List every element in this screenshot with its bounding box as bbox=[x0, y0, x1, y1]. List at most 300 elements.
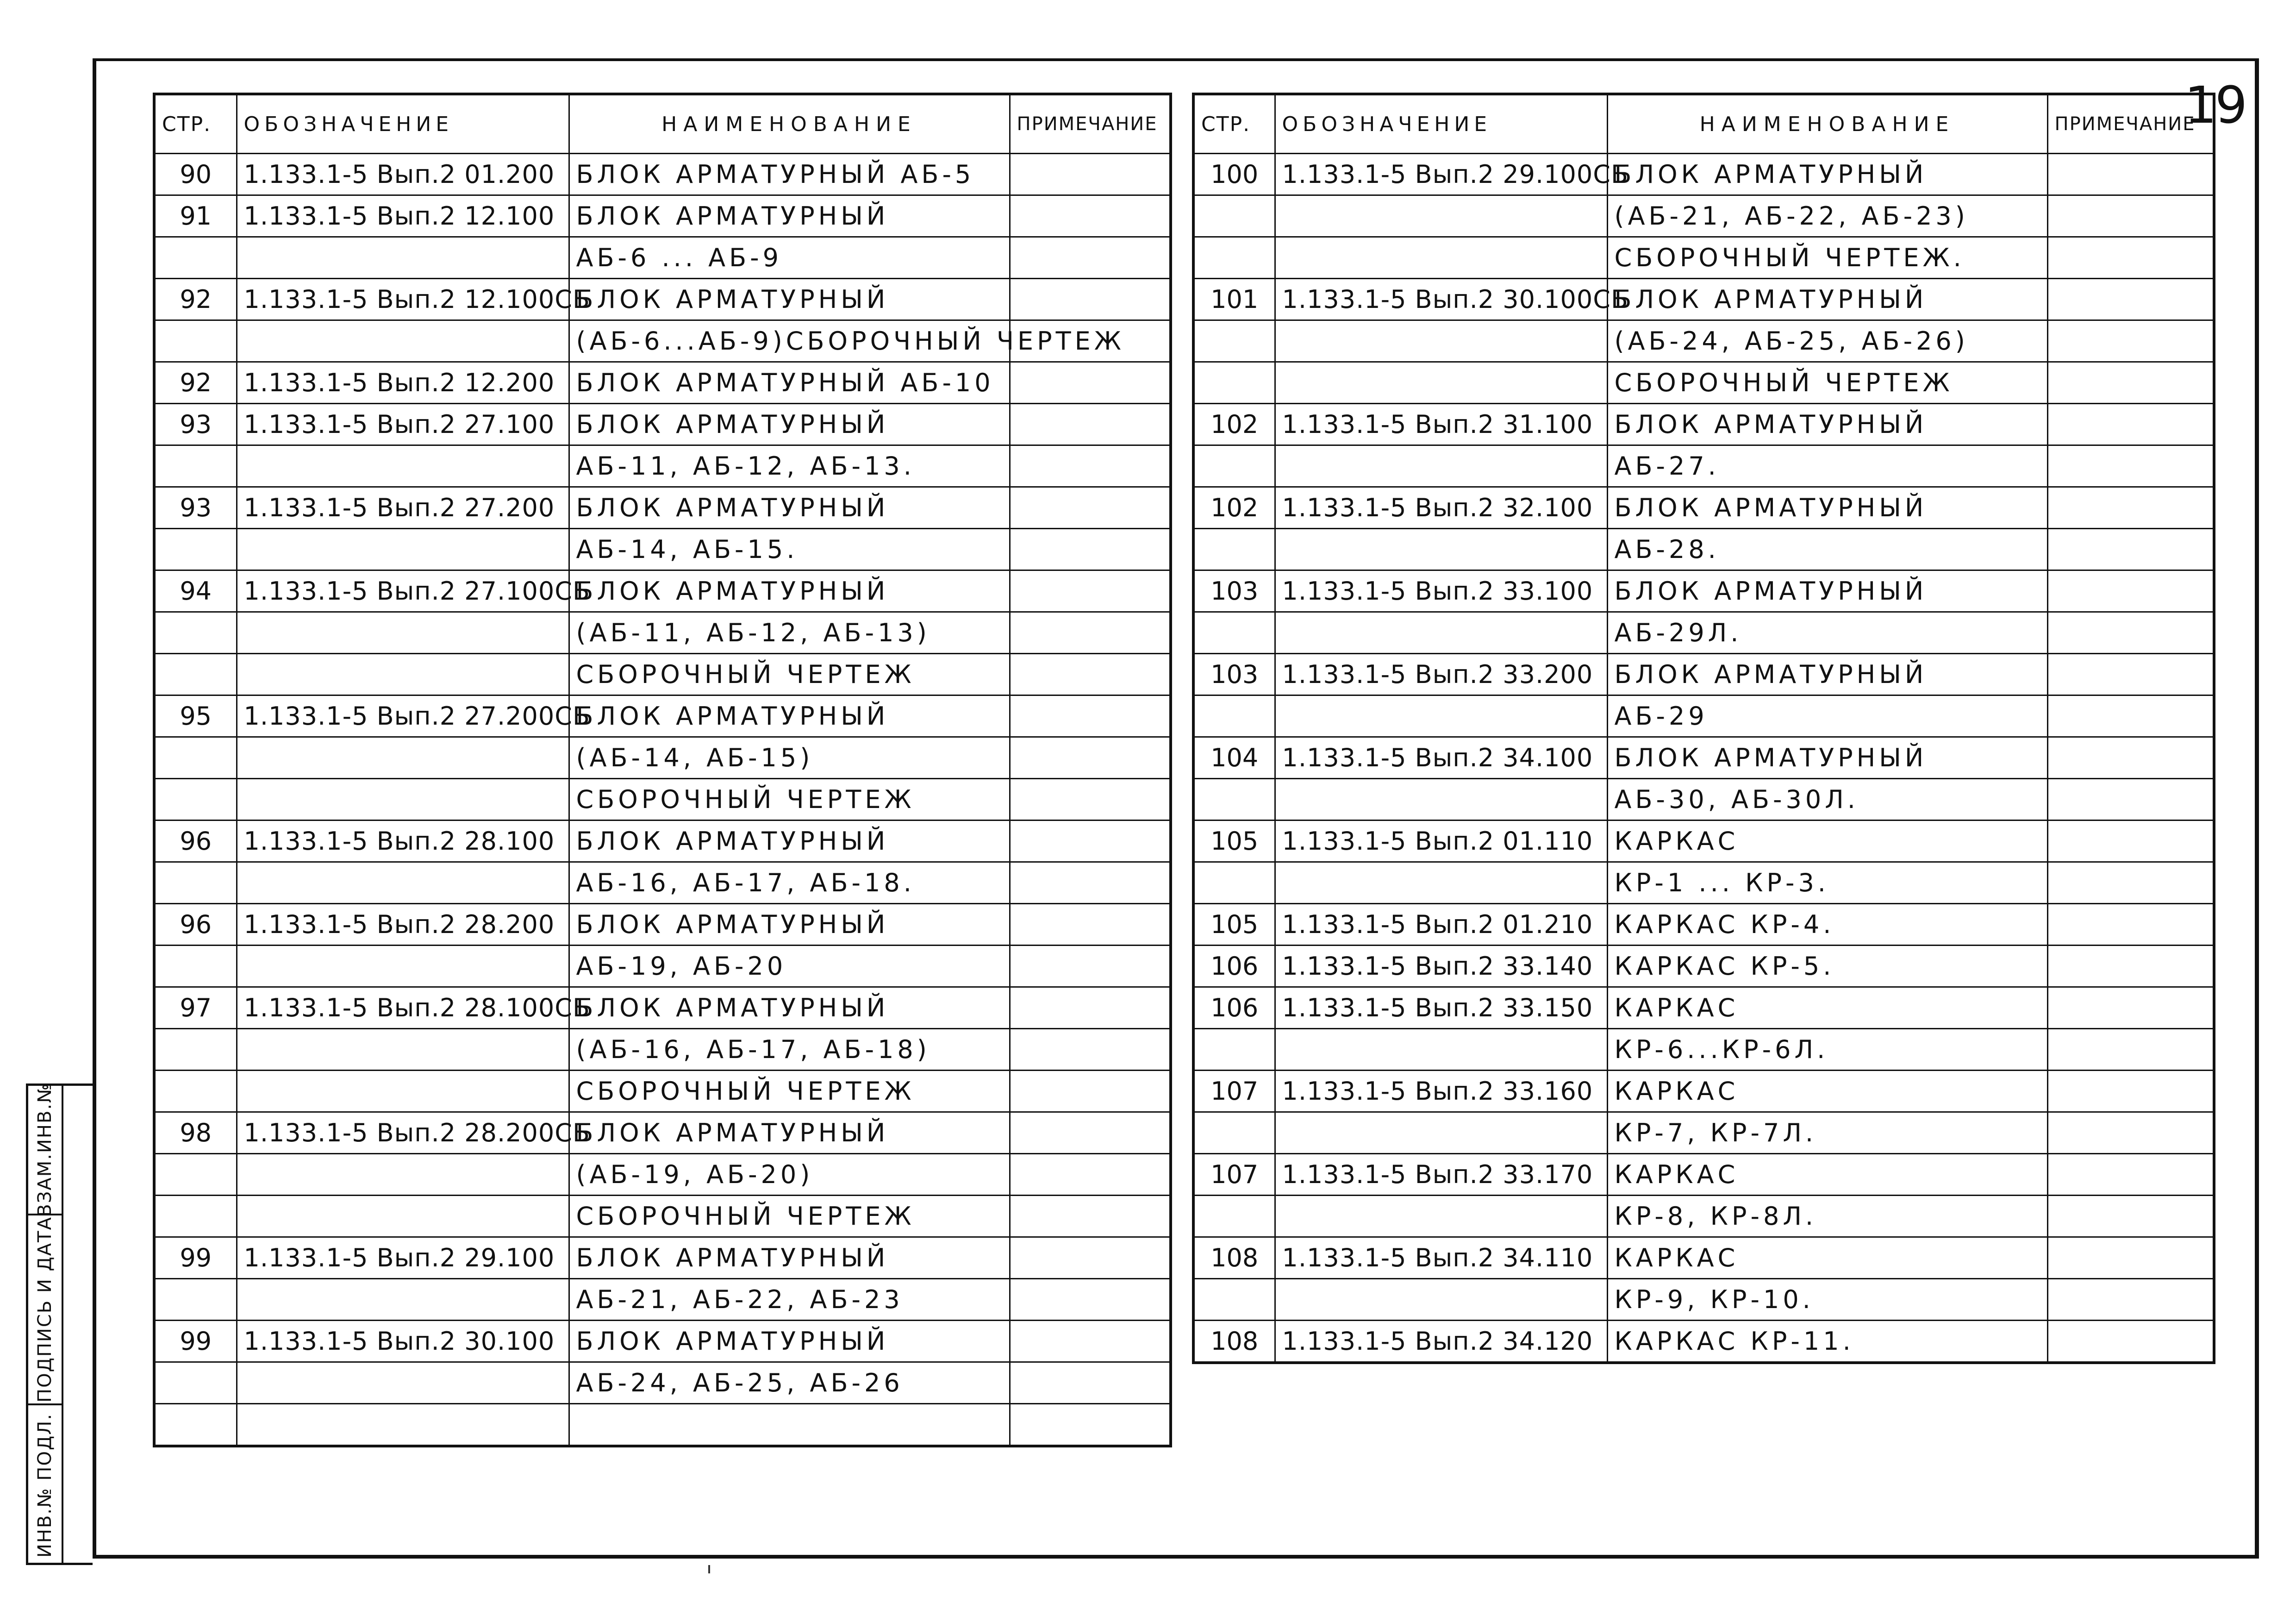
cell-note bbox=[1010, 445, 1171, 487]
cell-code: 1.133.1-5 Вып.2 32.100 bbox=[1275, 487, 1607, 529]
table-row bbox=[154, 195, 1171, 237]
cell-page: 102 bbox=[1193, 487, 1275, 529]
cell-page: 103 bbox=[1193, 654, 1275, 695]
cell-name: БЛОК АРМАТУРНЫЙ bbox=[569, 1321, 1010, 1362]
cell-page bbox=[154, 445, 237, 487]
cell-code: 1.133.1-5 Вып.2 12.200 bbox=[237, 362, 569, 404]
cell-page bbox=[154, 1279, 237, 1321]
cell-name: СБОРОЧНЫЙ ЧЕРТЕЖ bbox=[569, 654, 1010, 695]
cell-note bbox=[2047, 154, 2214, 195]
table-row bbox=[1193, 654, 2214, 695]
cell-note bbox=[2047, 946, 2214, 987]
cell-page: 102 bbox=[1193, 404, 1275, 445]
cell-page bbox=[1193, 445, 1275, 487]
cell-code bbox=[1275, 612, 1607, 654]
table-row bbox=[154, 487, 1171, 529]
cell-note bbox=[2047, 362, 2214, 404]
cell-page bbox=[154, 654, 237, 695]
cell-note bbox=[2047, 695, 2214, 737]
cell-note bbox=[1010, 487, 1171, 529]
cell-code: 1.133.1-5 Вып.2 30.100СБ bbox=[1275, 279, 1607, 320]
cell-code: 1.133.1-5 Вып.2 27.200 bbox=[237, 487, 569, 529]
cell-note bbox=[1010, 237, 1171, 279]
cell-note bbox=[1010, 1321, 1171, 1362]
table-row bbox=[154, 737, 1171, 779]
table-row bbox=[154, 362, 1171, 404]
header-row bbox=[154, 94, 1171, 154]
cell-name: КР-9, КР-10. bbox=[1607, 1279, 2047, 1321]
cell-code bbox=[1275, 320, 1607, 362]
cell-name: БЛОК АРМАТУРНЫЙ bbox=[569, 195, 1010, 237]
cell-name: СБОРОЧНЫЙ ЧЕРТЕЖ. bbox=[1607, 237, 2047, 279]
cell-note bbox=[1010, 154, 1171, 195]
cell-code: 1.133.1-5 Вып.2 28.100 bbox=[237, 820, 569, 862]
cell-code: 1.133.1-5 Вып.2 27.100 bbox=[237, 404, 569, 445]
table-row bbox=[1193, 612, 2214, 654]
cell-page bbox=[154, 1404, 237, 1447]
cell-code: 1.133.1-5 Вып.2 33.170 bbox=[1275, 1154, 1607, 1196]
table-row bbox=[1193, 737, 2214, 779]
cell-page bbox=[154, 237, 237, 279]
table-row bbox=[1193, 195, 2214, 237]
cell-page bbox=[154, 1362, 237, 1404]
table-row bbox=[1193, 904, 2214, 946]
table-row bbox=[154, 1362, 1171, 1404]
cell-name: КАРКАС bbox=[1607, 1071, 2047, 1112]
cell-name: КР-7, КР-7Л. bbox=[1607, 1112, 2047, 1154]
cell-page bbox=[1193, 1112, 1275, 1154]
cell-page: 90 bbox=[154, 154, 237, 195]
table-row bbox=[154, 904, 1171, 946]
cell-name: АБ-21, АБ-22, АБ-23 bbox=[569, 1279, 1010, 1321]
table-row bbox=[1193, 1237, 2214, 1279]
cell-name: (АБ-11, АБ-12, АБ-13) bbox=[569, 612, 1010, 654]
cell-page bbox=[154, 1154, 237, 1196]
cell-note bbox=[2047, 1321, 2214, 1363]
cell-note bbox=[2047, 779, 2214, 820]
cell-page bbox=[154, 1029, 237, 1071]
cell-code bbox=[237, 1362, 569, 1404]
cell-code bbox=[237, 1196, 569, 1237]
cell-page: 108 bbox=[1193, 1237, 1275, 1279]
cell-code: 1.133.1-5 Вып.2 27.200СБ bbox=[237, 695, 569, 737]
table-row bbox=[1193, 946, 2214, 987]
cell-note bbox=[2047, 1154, 2214, 1196]
cell-code bbox=[237, 237, 569, 279]
cell-name: КАРКАС КР-5. bbox=[1607, 946, 2047, 987]
cell-page: 107 bbox=[1193, 1154, 1275, 1196]
cell-name: АБ-19, АБ-20 bbox=[569, 946, 1010, 987]
cell-name: БЛОК АРМАТУРНЫЙ bbox=[569, 820, 1010, 862]
cell-code: 1.133.1-5 Вып.2 01.210 bbox=[1275, 904, 1607, 946]
cell-name bbox=[569, 1404, 1010, 1447]
cell-page: 103 bbox=[1193, 570, 1275, 612]
table-row bbox=[154, 237, 1171, 279]
cell-note bbox=[2047, 404, 2214, 445]
cell-page: 92 bbox=[154, 362, 237, 404]
table-row bbox=[154, 654, 1171, 695]
cell-name: КАРКАС КР-4. bbox=[1607, 904, 2047, 946]
table-body-left bbox=[154, 154, 1171, 1447]
cell-name: (АБ-21, АБ-22, АБ-23) bbox=[1607, 195, 2047, 237]
cell-name: (АБ-14, АБ-15) bbox=[569, 737, 1010, 779]
cell-note bbox=[1010, 612, 1171, 654]
cell-page: 100 bbox=[1193, 154, 1275, 195]
header-code: ОБОЗНАЧЕНИЕ bbox=[237, 94, 569, 154]
cell-note bbox=[1010, 1112, 1171, 1154]
cell-code: 1.133.1-5 Вып.2 34.100 bbox=[1275, 737, 1607, 779]
cell-page: 93 bbox=[154, 404, 237, 445]
table-row bbox=[1193, 695, 2214, 737]
cell-name: (АБ-24, АБ-25, АБ-26) bbox=[1607, 320, 2047, 362]
cell-page: 97 bbox=[154, 987, 237, 1029]
cell-page: 105 bbox=[1193, 820, 1275, 862]
cell-name: БЛОК АРМАТУРНЫЙ bbox=[1607, 487, 2047, 529]
cell-name: БЛОК АРМАТУРНЫЙ bbox=[1607, 279, 2047, 320]
cell-code bbox=[1275, 695, 1607, 737]
cell-note bbox=[1010, 779, 1171, 820]
cell-name: КАРКАС bbox=[1607, 820, 2047, 862]
cell-name: БЛОК АРМАТУРНЫЙ bbox=[569, 487, 1010, 529]
header-page: СТР. bbox=[154, 94, 237, 154]
cell-page: 92 bbox=[154, 279, 237, 320]
table-row bbox=[1193, 987, 2214, 1029]
cell-code bbox=[1275, 195, 1607, 237]
cell-name: БЛОК АРМАТУРНЫЙ bbox=[1607, 570, 2047, 612]
cell-code: 1.133.1-5 Вып.2 33.140 bbox=[1275, 946, 1607, 987]
cell-page bbox=[1193, 362, 1275, 404]
cell-name: АБ-30, АБ-30Л. bbox=[1607, 779, 2047, 820]
cell-name: СБОРОЧНЫЙ ЧЕРТЕЖ bbox=[569, 1071, 1010, 1112]
cell-code: 1.133.1-5 Вып.2 33.160 bbox=[1275, 1071, 1607, 1112]
table-row bbox=[1193, 529, 2214, 570]
cell-note bbox=[2047, 1279, 2214, 1321]
cell-page bbox=[1193, 237, 1275, 279]
cell-page bbox=[1193, 529, 1275, 570]
cell-name: БЛОК АРМАТУРНЫЙ АБ-10 bbox=[569, 362, 1010, 404]
cell-note bbox=[2047, 1237, 2214, 1279]
cell-note bbox=[2047, 570, 2214, 612]
cell-name: КР-8, КР-8Л. bbox=[1607, 1196, 2047, 1237]
table-row bbox=[154, 570, 1171, 612]
cell-page bbox=[1193, 695, 1275, 737]
cell-name: АБ-6 ... АБ-9 bbox=[569, 237, 1010, 279]
cell-note bbox=[2047, 737, 2214, 779]
cell-page bbox=[154, 529, 237, 570]
stamp-label-podpis-data: ПОДПИСЬ И ДАТА bbox=[34, 1216, 56, 1403]
cell-name: КАРКАС bbox=[1607, 987, 2047, 1029]
cell-name: КАРКАС bbox=[1607, 1237, 2047, 1279]
table-row bbox=[154, 529, 1171, 570]
table-row bbox=[154, 404, 1171, 445]
cell-page: 95 bbox=[154, 695, 237, 737]
header-name: НАИМЕНОВАНИЕ bbox=[1607, 94, 2047, 154]
cell-page: 105 bbox=[1193, 904, 1275, 946]
table-row bbox=[154, 320, 1171, 362]
cell-code: 1.133.1-5 Вып.2 28.200СБ bbox=[237, 1112, 569, 1154]
cell-name: (АБ-19, АБ-20) bbox=[569, 1154, 1010, 1196]
cell-name: БЛОК АРМАТУРНЫЙ bbox=[569, 1112, 1010, 1154]
side-stamp bbox=[26, 1083, 93, 1565]
specification-table-left bbox=[153, 93, 1172, 1447]
table-body-right bbox=[1193, 154, 2214, 1363]
cell-note bbox=[2047, 987, 2214, 1029]
cell-note bbox=[1010, 1404, 1171, 1447]
cell-code bbox=[1275, 529, 1607, 570]
cell-code bbox=[237, 1071, 569, 1112]
cell-page bbox=[154, 320, 237, 362]
cell-note bbox=[1010, 529, 1171, 570]
cell-page: 106 bbox=[1193, 987, 1275, 1029]
cell-code bbox=[1275, 1029, 1607, 1071]
cell-name: БЛОК АРМАТУРНЫЙ АБ-5 bbox=[569, 154, 1010, 195]
cell-note bbox=[2047, 1029, 2214, 1071]
cell-name: СБОРОЧНЫЙ ЧЕРТЕЖ bbox=[569, 1196, 1010, 1237]
cell-note bbox=[1010, 820, 1171, 862]
cell-note bbox=[2047, 612, 2214, 654]
table-row bbox=[154, 987, 1171, 1029]
cell-name: АБ-14, АБ-15. bbox=[569, 529, 1010, 570]
table-row bbox=[1193, 1321, 2214, 1363]
cell-note bbox=[2047, 1071, 2214, 1112]
cell-code bbox=[1275, 362, 1607, 404]
cell-name: (АБ-16, АБ-17, АБ-18) bbox=[569, 1029, 1010, 1071]
cell-code bbox=[237, 529, 569, 570]
cell-note bbox=[1010, 1071, 1171, 1112]
sheet-corner-mark: 19 bbox=[2184, 75, 2246, 135]
cell-name: АБ-29Л. bbox=[1607, 612, 2047, 654]
cell-page bbox=[154, 946, 237, 987]
stamp-label-vzam-inv: ВЗАМ.ИНВ.№ bbox=[34, 1083, 56, 1217]
header-name: НАИМЕНОВАНИЕ bbox=[569, 94, 1010, 154]
cell-page bbox=[1193, 1029, 1275, 1071]
cell-code bbox=[237, 320, 569, 362]
cell-note bbox=[2047, 1196, 2214, 1237]
table-row bbox=[154, 946, 1171, 987]
cell-note bbox=[2047, 487, 2214, 529]
cell-note bbox=[2047, 320, 2214, 362]
cell-page: 94 bbox=[154, 570, 237, 612]
cell-code bbox=[237, 1404, 569, 1447]
cell-note bbox=[1010, 1196, 1171, 1237]
cell-name: АБ-16, АБ-17, АБ-18. bbox=[569, 862, 1010, 904]
cell-code bbox=[1275, 445, 1607, 487]
cell-code bbox=[237, 779, 569, 820]
cell-name: КАРКАС КР-11. bbox=[1607, 1321, 2047, 1363]
table-row bbox=[154, 154, 1171, 195]
cell-code: 1.133.1-5 Вып.2 28.100СБ bbox=[237, 987, 569, 1029]
table-row bbox=[154, 1071, 1171, 1112]
table-row bbox=[154, 445, 1171, 487]
cell-page bbox=[1193, 1196, 1275, 1237]
cell-page bbox=[154, 737, 237, 779]
cell-code bbox=[237, 1029, 569, 1071]
cell-page bbox=[1193, 195, 1275, 237]
cell-note bbox=[1010, 1279, 1171, 1321]
stamp-column bbox=[28, 1083, 63, 1563]
table-row bbox=[1193, 279, 2214, 320]
table-row bbox=[1193, 1196, 2214, 1237]
cell-page bbox=[154, 1071, 237, 1112]
table-row bbox=[154, 279, 1171, 320]
cell-page: 99 bbox=[154, 1237, 237, 1279]
cell-note bbox=[1010, 946, 1171, 987]
cell-code: 1.133.1-5 Вып.2 29.100 bbox=[237, 1237, 569, 1279]
cell-page: 96 bbox=[154, 904, 237, 946]
stamp-cell-podpis-data bbox=[28, 1215, 62, 1405]
table-row bbox=[1193, 320, 2214, 362]
table-row bbox=[1193, 1279, 2214, 1321]
table-row bbox=[154, 1404, 1171, 1447]
cell-name: БЛОК АРМАТУРНЫЙ bbox=[569, 1237, 1010, 1279]
cell-note bbox=[1010, 1237, 1171, 1279]
cell-code: 1.133.1-5 Вып.2 01.200 bbox=[237, 154, 569, 195]
cell-name: СБОРОЧНЫЙ ЧЕРТЕЖ bbox=[1607, 362, 2047, 404]
cell-name: КР-6...КР-6Л. bbox=[1607, 1029, 2047, 1071]
cell-page: 98 bbox=[154, 1112, 237, 1154]
cell-note bbox=[2047, 862, 2214, 904]
cell-page: 96 bbox=[154, 820, 237, 862]
cell-page: 108 bbox=[1193, 1321, 1275, 1363]
table-row bbox=[1193, 445, 2214, 487]
table-row bbox=[154, 862, 1171, 904]
table-row bbox=[1193, 237, 2214, 279]
stamp-cell-vzam-inv bbox=[28, 1083, 62, 1217]
cell-note bbox=[1010, 862, 1171, 904]
cell-page bbox=[1193, 320, 1275, 362]
cell-note bbox=[1010, 570, 1171, 612]
cell-page bbox=[154, 779, 237, 820]
cell-code: 1.133.1-5 Вып.2 30.100 bbox=[237, 1321, 569, 1362]
cell-page: 91 bbox=[154, 195, 237, 237]
cell-code: 1.133.1-5 Вып.2 28.200 bbox=[237, 904, 569, 946]
cell-code bbox=[237, 612, 569, 654]
cell-name: БЛОК АРМАТУРНЫЙ bbox=[569, 904, 1010, 946]
table-row bbox=[1193, 404, 2214, 445]
cell-note bbox=[2047, 529, 2214, 570]
cell-page: 93 bbox=[154, 487, 237, 529]
cell-name: (АБ-6...АБ-9)СБОРОЧНЫЙ ЧЕРТЕЖ bbox=[569, 320, 1010, 362]
cell-name: АБ-29 bbox=[1607, 695, 2047, 737]
cell-name: БЛОК АРМАТУРНЫЙ bbox=[1607, 404, 2047, 445]
table-row bbox=[154, 1112, 1171, 1154]
cell-name: БЛОК АРМАТУРНЫЙ bbox=[1607, 654, 2047, 695]
cell-page bbox=[1193, 862, 1275, 904]
cell-code bbox=[1275, 862, 1607, 904]
cell-page bbox=[154, 612, 237, 654]
table-row bbox=[154, 1029, 1171, 1071]
cell-note bbox=[2047, 195, 2214, 237]
header-code: ОБОЗНАЧЕНИЕ bbox=[1275, 94, 1607, 154]
cell-code: 1.133.1-5 Вып.2 01.110 bbox=[1275, 820, 1607, 862]
table-row bbox=[1193, 1112, 2214, 1154]
cell-page: 107 bbox=[1193, 1071, 1275, 1112]
table-row bbox=[1193, 1071, 2214, 1112]
table-row bbox=[1193, 820, 2214, 862]
cell-page: 106 bbox=[1193, 946, 1275, 987]
cell-name: БЛОК АРМАТУРНЫЙ bbox=[1607, 154, 2047, 195]
cell-note bbox=[1010, 737, 1171, 779]
cell-code bbox=[1275, 779, 1607, 820]
cell-code: 1.133.1-5 Вып.2 12.100СБ bbox=[237, 279, 569, 320]
cell-note bbox=[2047, 654, 2214, 695]
table-row bbox=[154, 779, 1171, 820]
cell-code: 1.133.1-5 Вып.2 29.100СБ bbox=[1275, 154, 1607, 195]
cell-note bbox=[1010, 904, 1171, 946]
table-row bbox=[154, 695, 1171, 737]
cell-note bbox=[1010, 1362, 1171, 1404]
table-row bbox=[154, 1196, 1171, 1237]
cell-code bbox=[237, 862, 569, 904]
table-row bbox=[154, 1279, 1171, 1321]
cell-code: 1.133.1-5 Вып.2 27.100СБ bbox=[237, 570, 569, 612]
cell-code: 1.133.1-5 Вып.2 33.200 bbox=[1275, 654, 1607, 695]
cell-code: 1.133.1-5 Вып.2 33.100 bbox=[1275, 570, 1607, 612]
cell-name: КР-1 ... КР-3. bbox=[1607, 862, 2047, 904]
table-row bbox=[1193, 362, 2214, 404]
cell-page: 101 bbox=[1193, 279, 1275, 320]
cell-name: АБ-11, АБ-12, АБ-13. bbox=[569, 445, 1010, 487]
cell-page bbox=[154, 862, 237, 904]
cell-code: 1.133.1-5 Вып.2 12.100 bbox=[237, 195, 569, 237]
cell-page bbox=[1193, 779, 1275, 820]
header-note: ПРИМЕЧАНИЕ bbox=[2047, 94, 2214, 154]
header-row bbox=[1193, 94, 2214, 154]
table-row bbox=[154, 820, 1171, 862]
cell-note bbox=[1010, 195, 1171, 237]
cell-code bbox=[237, 1279, 569, 1321]
table-row bbox=[1193, 570, 2214, 612]
cell-code bbox=[237, 654, 569, 695]
table-row bbox=[1193, 779, 2214, 820]
cell-note bbox=[1010, 654, 1171, 695]
cell-note bbox=[1010, 362, 1171, 404]
cell-note bbox=[1010, 1029, 1171, 1071]
cell-note bbox=[1010, 279, 1171, 320]
cell-name: КАРКАС bbox=[1607, 1154, 2047, 1196]
cell-name: АБ-27. bbox=[1607, 445, 2047, 487]
bottom-tick-mark bbox=[708, 1565, 710, 1573]
cell-page bbox=[1193, 1279, 1275, 1321]
cell-note bbox=[2047, 279, 2214, 320]
specification-table-right bbox=[1192, 93, 2215, 1364]
cell-code bbox=[237, 1154, 569, 1196]
cell-page: 99 bbox=[154, 1321, 237, 1362]
table-row bbox=[1193, 154, 2214, 195]
cell-code bbox=[1275, 237, 1607, 279]
cell-code bbox=[1275, 1196, 1607, 1237]
cell-note bbox=[2047, 1112, 2214, 1154]
table-row bbox=[1193, 862, 2214, 904]
table-row bbox=[154, 612, 1171, 654]
table-row bbox=[1193, 1154, 2214, 1196]
cell-note bbox=[2047, 237, 2214, 279]
cell-code bbox=[237, 946, 569, 987]
cell-name: БЛОК АРМАТУРНЫЙ bbox=[569, 987, 1010, 1029]
cell-code bbox=[237, 737, 569, 779]
table-row bbox=[154, 1237, 1171, 1279]
cell-code bbox=[1275, 1112, 1607, 1154]
cell-page bbox=[154, 1196, 237, 1237]
cell-name: БЛОК АРМАТУРНЫЙ bbox=[569, 404, 1010, 445]
cell-code: 1.133.1-5 Вып.2 34.120 bbox=[1275, 1321, 1607, 1363]
stamp-label-inv-podl: ИНВ.№ ПОДЛ. bbox=[34, 1413, 56, 1558]
cell-code bbox=[1275, 1279, 1607, 1321]
table-row bbox=[154, 1154, 1171, 1196]
cell-name: БЛОК АРМАТУРНЫЙ bbox=[1607, 737, 2047, 779]
header-page: СТР. bbox=[1193, 94, 1275, 154]
cell-note bbox=[1010, 695, 1171, 737]
